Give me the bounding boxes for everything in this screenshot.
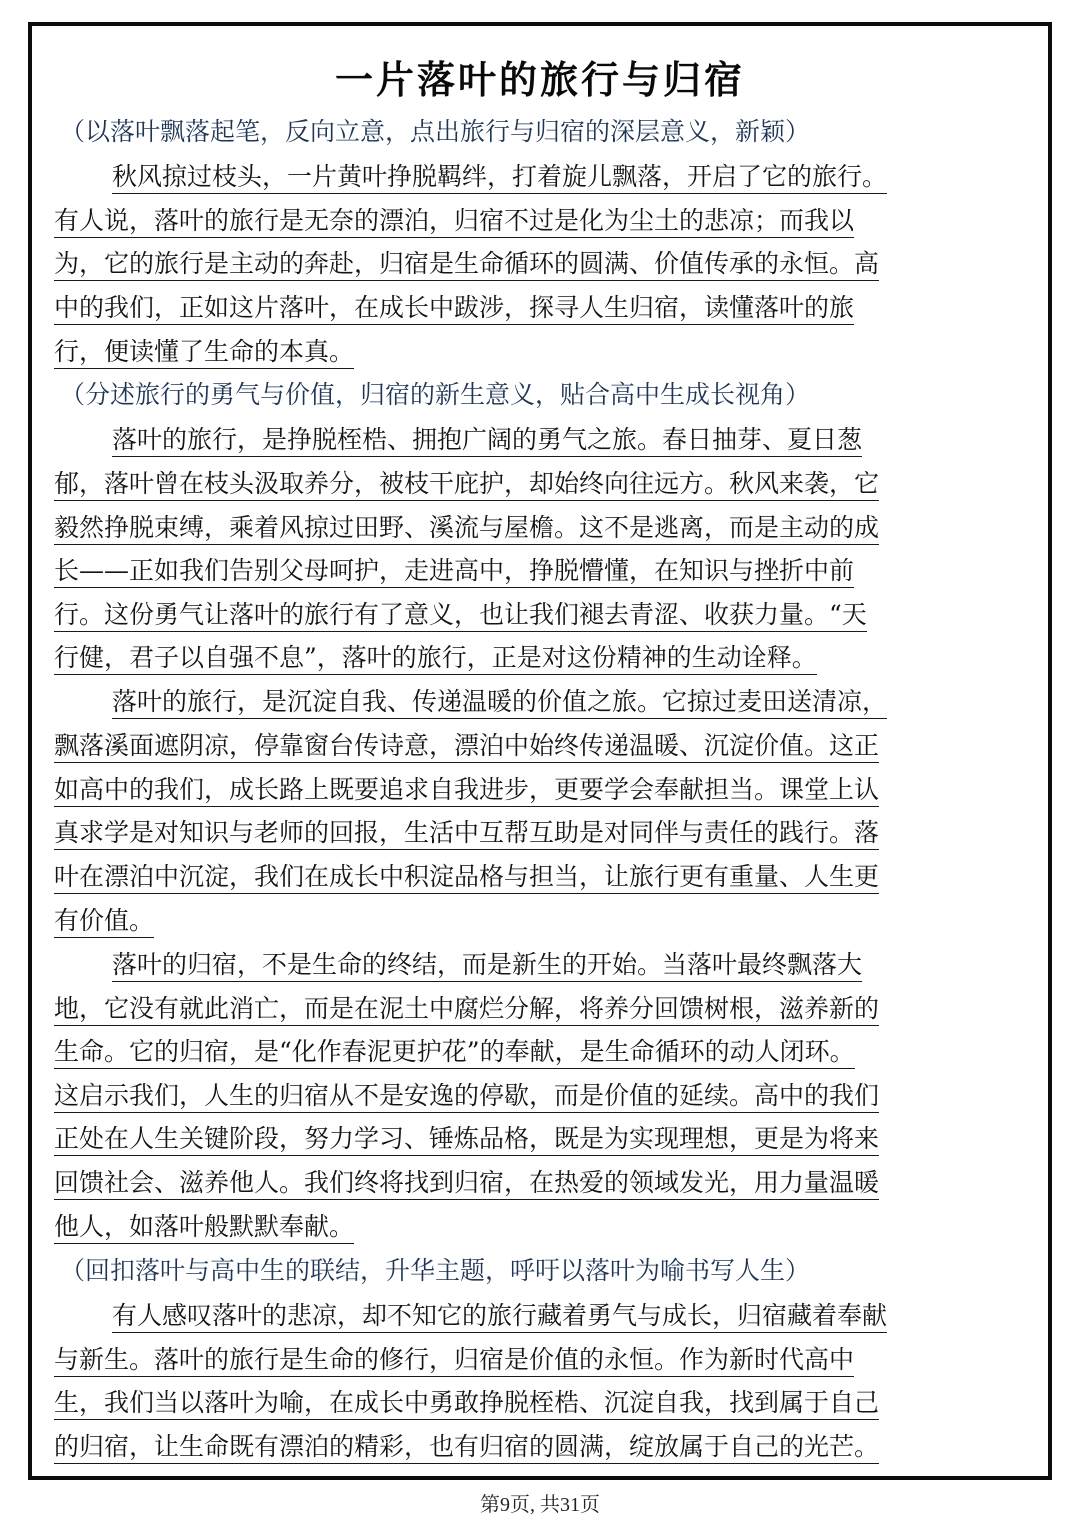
text-line: 行。这份勇气让落叶的旅行有了意义，也让我们褪去青涩、收获力量。“天 [54, 593, 1014, 637]
text-line: 行健，君子以自强不息”，落叶的旅行，正是对这份精神的生动诠释。 [54, 636, 1014, 680]
comment-note: （回扣落叶与高中生的联结，升华主题，呼吁以落叶为喻书写人生） [60, 1256, 811, 1285]
text-line: 生，我们当以落叶为喻，在成长中勇敢挣脱桎梏、沉淀自我，找到属于自己 [54, 1381, 1014, 1425]
text-line: 真求学是对知识与老师的回报，生活中互帮互助是对同伴与责任的践行。落 [54, 811, 1014, 855]
text-line: 的归宿，让生命既有漂泊的精彩，也有归宿的圆满，绽放属于自己的光芒。 [54, 1425, 1014, 1469]
text-line: 行，便读懂了生命的本真。 [54, 330, 1014, 374]
text-line: 郁，落叶曾在枝头汲取养分，被枝干庇护，却始终向往远方。秋风来袭，它 [54, 462, 1014, 506]
text-line: 有价值。 [54, 899, 1014, 943]
text-line: 有人说，落叶的旅行是无奈的漂泊，归宿不过是化为尘土的悲凉；而我以 [54, 199, 1014, 243]
text-line: 与新生。落叶的旅行是生命的修行，归宿是价值的永恒。作为新时代高中 [54, 1338, 1014, 1382]
text-line: 毅然挣脱束缚，乘着风掠过田野、溪流与屋檐。这不是逃离，而是主动的成 [54, 506, 1014, 550]
text-line: 长——正如我们告别父母呵护，走进高中，挣脱懵懂，在知识与挫折中前 [54, 549, 1014, 593]
text-line: 地，它没有就此消亡，而是在泥土中腐烂分解，将养分回馈树根，滋养新的 [54, 987, 1014, 1031]
text-line: 如高中的我们，成长路上既要追求自我进步，更要学会奉献担当。课堂上认 [54, 768, 1014, 812]
text-line: 为，它的旅行是主动的奔赴，归宿是生命循环的圆满、价值传承的永恒。高 [54, 242, 1014, 286]
text-line: 有人感叹落叶的悲凉，却不知它的旅行藏着勇气与成长，归宿藏着奉献 [112, 1294, 1012, 1338]
text-line: 正处在人生关键阶段，努力学习、锤炼品格，既是为实现理想，更是为将来 [54, 1117, 1014, 1161]
page-number: 第9页, 共31页 [480, 1494, 600, 1516]
text-line: 落叶的归宿，不是生命的终结，而是新生的开始。当落叶最终飘落大 [112, 943, 1012, 987]
text-line: 生命。它的归宿，是“化作春泥更护花”的奉献，是生命循环的动人闭环。 [54, 1030, 1014, 1074]
text-line: 飘落溪面遮阴凉，停靠窗台传诗意，漂泊中始终传递温暖、沉淀价值。这正 [54, 724, 1014, 768]
text-line: 叶在漂泊中沉淀，我们在成长中积淀品格与担当，让旅行更有重量、人生更 [54, 855, 1014, 899]
text-line: 回馈社会、滋养他人。我们终将找到归宿，在热爱的领域发光，用力量温暖 [54, 1161, 1014, 1205]
text-line: 中的我们，正如这片落叶，在成长中跋涉，探寻人生归宿，读懂落叶的旅 [54, 286, 1014, 330]
text-line: 这启示我们，人生的归宿从不是安逸的停歇，而是价值的延续。高中的我们 [54, 1074, 1014, 1118]
comment-note: （分述旅行的勇气与价值，归宿的新生意义，贴合高中生成长视角） [60, 380, 811, 409]
text-line: 秋风掠过枝头，一片黄叶挣脱羁绊，打着旋儿飘落，开启了它的旅行。 [112, 155, 1012, 199]
comment-note: （以落叶飘落起笔，反向立意，点出旅行与归宿的深层意义，新颖） [60, 117, 811, 146]
text-line: 落叶的旅行，是沉淀自我、传递温暖的价值之旅。它掠过麦田送清凉， [112, 680, 1012, 724]
essay-title: 一片落叶的旅行与归宿 [334, 58, 745, 102]
text-line: 落叶的旅行，是挣脱桎梏、拥抱广阔的勇气之旅。春日抽芽、夏日葱 [112, 418, 1012, 462]
text-line: 他人，如落叶般默默奉献。 [54, 1205, 1014, 1249]
